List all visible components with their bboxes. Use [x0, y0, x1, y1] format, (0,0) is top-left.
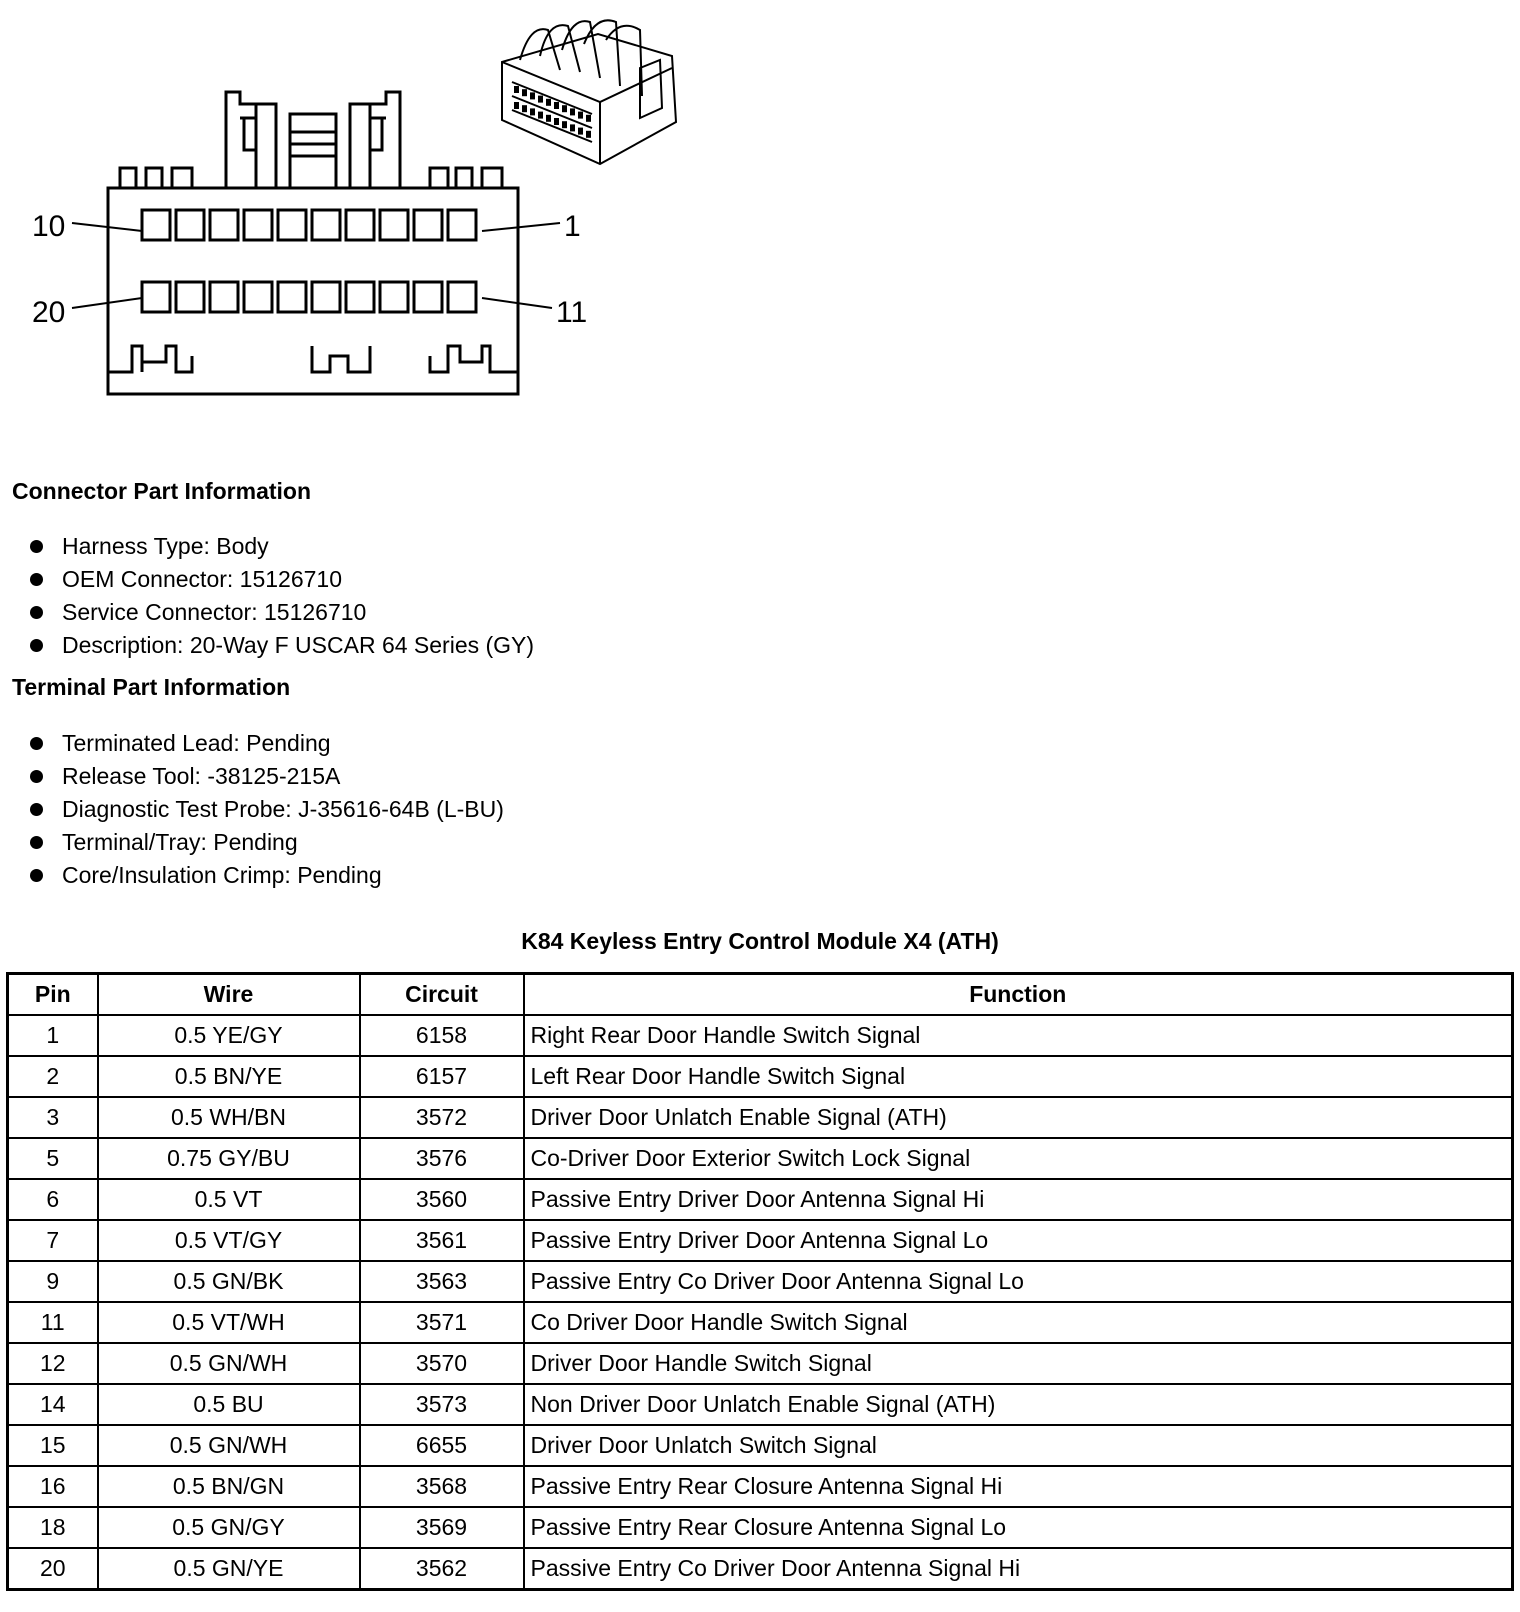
cell-wire: 0.5 VT/GY	[98, 1220, 360, 1261]
connector-3d-cavity	[522, 89, 527, 96]
bullet-icon	[30, 573, 43, 586]
cell-circuit: 3562	[360, 1548, 524, 1590]
table-row	[8, 1466, 1513, 1507]
table-body	[8, 1015, 1513, 1590]
cell-circuit: 3573	[360, 1384, 524, 1425]
pin-cavity	[176, 282, 204, 312]
pin-label-20: 20	[32, 296, 66, 329]
cell-pin: 6	[8, 1179, 98, 1220]
cell-function: Driver Door Unlatch Switch Signal	[524, 1425, 1513, 1466]
connector-info-text: Description: 20-Way F USCAR 64 Series (GY)	[62, 632, 535, 658]
pin-cavity	[142, 210, 170, 240]
cell-wire: 0.5 VT/WH	[98, 1302, 360, 1343]
cell-wire: 0.5 BN/GN	[98, 1466, 360, 1507]
bullet-icon	[30, 639, 43, 652]
cell-function: Passive Entry Driver Door Antenna Signal Hi	[524, 1179, 1513, 1220]
table-row	[8, 1097, 1513, 1138]
pin-cavity	[210, 282, 238, 312]
table-row	[8, 1220, 1513, 1261]
header-wire: Wire	[98, 974, 360, 1016]
cell-function: Non Driver Door Unlatch Enable Signal (ATH)	[524, 1384, 1513, 1425]
cell-function: Passive Entry Co Driver Door Antenna Signal Hi	[524, 1548, 1513, 1590]
bullet-icon	[30, 737, 43, 750]
connector-3d-cavity	[538, 96, 543, 103]
pinout-table	[6, 972, 1514, 1591]
pin-cavity	[312, 282, 340, 312]
connector-3d-cavity	[546, 115, 551, 122]
connector-3d-cavity	[514, 86, 519, 93]
table-header-row	[8, 974, 1513, 1016]
table-caption: K84 Keyless Entry Control Module X4 (ATH)	[521, 928, 999, 954]
terminal-info-text: Terminal/Tray: Pending	[62, 829, 298, 855]
cell-function: Passive Entry Co Driver Door Antenna Signal Lo	[524, 1261, 1513, 1302]
bullet-icon	[30, 540, 43, 553]
connector-info-text: Service Connector: 15126710	[62, 599, 367, 625]
bullet-icon	[30, 803, 43, 816]
terminal-info-title: Terminal Part Information	[12, 674, 291, 700]
connector-info-item	[0, 530, 534, 563]
table-row	[8, 1261, 1513, 1302]
cell-circuit: 6157	[360, 1056, 524, 1097]
header-function: Function	[524, 974, 1513, 1016]
terminal-info-text: Terminated Lead: Pending	[62, 730, 331, 756]
cell-circuit: 3570	[360, 1343, 524, 1384]
cell-circuit: 6158	[360, 1015, 524, 1056]
pin-cavity	[210, 210, 238, 240]
pin-cavity	[346, 210, 374, 240]
pin-cavity	[346, 282, 374, 312]
cell-function: Passive Entry Rear Closure Antenna Signal Hi	[524, 1466, 1513, 1507]
pin-label-10: 10	[32, 210, 66, 243]
cell-wire: 0.5 BU	[98, 1384, 360, 1425]
connector-3d-cavity	[586, 131, 591, 138]
cell-circuit: 6655	[360, 1425, 524, 1466]
cell-function: Passive Entry Driver Door Antenna Signal Lo	[524, 1220, 1513, 1261]
cell-wire: 0.5 WH/BN	[98, 1097, 360, 1138]
connector-3d-cavity	[570, 108, 575, 115]
pin-cavity	[414, 282, 442, 312]
connector-3d-cavity	[578, 128, 583, 135]
pin-cavity	[414, 210, 442, 240]
cell-function: Co-Driver Door Exterior Switch Lock Signal	[524, 1138, 1513, 1179]
cell-pin: 7	[8, 1220, 98, 1261]
connector-body-outline	[108, 92, 518, 394]
connector-3d-cavity	[578, 112, 583, 119]
pin-cavity	[448, 282, 476, 312]
connector-3d-cavity	[514, 102, 519, 109]
cell-pin: 20	[8, 1548, 98, 1590]
cell-pin: 14	[8, 1384, 98, 1425]
pin-cavities-top-row	[142, 210, 476, 240]
connector-3d-cavity	[530, 92, 535, 99]
cell-circuit: 3561	[360, 1220, 524, 1261]
pin-cavity	[244, 282, 272, 312]
terminal-info-item	[0, 793, 504, 826]
cell-wire: 0.5 GN/WH	[98, 1343, 360, 1384]
bullet-icon	[30, 606, 43, 619]
connector-info-title: Connector Part Information	[12, 478, 312, 504]
cell-wire: 0.5 BN/YE	[98, 1056, 360, 1097]
cell-pin: 3	[8, 1097, 98, 1138]
connector-3d-cavity	[570, 124, 575, 131]
cell-wire: 0.5 GN/YE	[98, 1548, 360, 1590]
terminal-info-item	[0, 859, 504, 892]
table-row	[8, 1548, 1513, 1590]
cell-circuit: 3571	[360, 1302, 524, 1343]
terminal-info-text: Core/Insulation Crimp: Pending	[62, 862, 382, 888]
table-row	[8, 1179, 1513, 1220]
bullet-icon	[30, 869, 43, 882]
table-row	[8, 1343, 1513, 1384]
cell-circuit: 3568	[360, 1466, 524, 1507]
pin-cavity	[380, 210, 408, 240]
connector-3d-cavity	[586, 115, 591, 122]
terminal-info-item	[0, 826, 504, 859]
table-row	[8, 1138, 1513, 1179]
connector-3d-cavity	[554, 118, 559, 125]
connector-info-item	[0, 596, 534, 629]
cell-function: Driver Door Unlatch Enable Signal (ATH)	[524, 1097, 1513, 1138]
terminal-info-item	[0, 760, 504, 793]
connector-info-text: OEM Connector: 15126710	[62, 566, 343, 592]
cell-wire: 0.5 GN/WH	[98, 1425, 360, 1466]
cell-circuit: 3563	[360, 1261, 524, 1302]
cell-circuit: 3560	[360, 1179, 524, 1220]
cell-function: Co Driver Door Handle Switch Signal	[524, 1302, 1513, 1343]
cell-pin: 1	[8, 1015, 98, 1056]
table-row	[8, 1507, 1513, 1548]
pin-cavities-bottom-row	[142, 282, 476, 312]
cell-wire: 0.5 GN/GY	[98, 1507, 360, 1548]
table-row	[8, 1384, 1513, 1425]
table-row	[8, 1056, 1513, 1097]
pin-cavity	[142, 282, 170, 312]
cell-wire: 0.75 GY/BU	[98, 1138, 360, 1179]
table-row	[8, 1425, 1513, 1466]
cell-circuit: 3572	[360, 1097, 524, 1138]
table-row	[8, 1015, 1513, 1056]
cell-pin: 12	[8, 1343, 98, 1384]
pin-cavity	[244, 210, 272, 240]
cell-pin: 18	[8, 1507, 98, 1548]
cell-pin: 5	[8, 1138, 98, 1179]
connector-3d-cavity	[546, 99, 551, 106]
bullet-icon	[30, 770, 43, 783]
cell-pin: 16	[8, 1466, 98, 1507]
cell-wire: 0.5 GN/BK	[98, 1261, 360, 1302]
pin-cavity	[176, 210, 204, 240]
connector-info-text: Harness Type: Body	[62, 533, 269, 559]
cell-wire: 0.5 VT	[98, 1179, 360, 1220]
pin-label-1: 1	[564, 210, 581, 243]
terminal-info-list	[0, 727, 504, 892]
connector-3d-cavity	[554, 102, 559, 109]
connector-3d-illustration	[502, 20, 676, 164]
cell-pin: 2	[8, 1056, 98, 1097]
connector-info-item	[0, 563, 534, 596]
pin-cavity	[278, 282, 306, 312]
header-circuit: Circuit	[360, 974, 524, 1016]
pin-label-11: 11	[556, 296, 588, 329]
header-pin: Pin	[8, 974, 98, 1016]
pin-cavity	[448, 210, 476, 240]
cell-function: Passive Entry Rear Closure Antenna Signal Lo	[524, 1507, 1513, 1548]
connector-3d-cavity	[562, 105, 567, 112]
connector-face-diagram	[0, 0, 720, 420]
bullet-icon	[30, 836, 43, 849]
connector-3d-cavity	[538, 112, 543, 119]
cell-circuit: 3569	[360, 1507, 524, 1548]
terminal-info-text: Diagnostic Test Probe: J-35616-64B (L-BU)	[62, 796, 504, 822]
cell-circuit: 3576	[360, 1138, 524, 1179]
connector-3d-cavity	[522, 105, 527, 112]
pin-cavity	[380, 282, 408, 312]
cell-pin: 11	[8, 1302, 98, 1343]
connector-info-item	[0, 629, 534, 662]
connector-3d-cavity	[562, 121, 567, 128]
pin-cavity	[312, 210, 340, 240]
terminal-info-item	[0, 727, 504, 760]
pin-cavity	[278, 210, 306, 240]
table-row	[8, 1302, 1513, 1343]
cell-pin: 15	[8, 1425, 98, 1466]
terminal-info-text: Release Tool: -38125-215A	[62, 763, 341, 789]
cell-pin: 9	[8, 1261, 98, 1302]
cell-function: Right Rear Door Handle Switch Signal	[524, 1015, 1513, 1056]
cell-function: Driver Door Handle Switch Signal	[524, 1343, 1513, 1384]
cell-wire: 0.5 YE/GY	[98, 1015, 360, 1056]
connector-3d-cavity	[530, 108, 535, 115]
cell-function: Left Rear Door Handle Switch Signal	[524, 1056, 1513, 1097]
connector-info-list	[0, 530, 534, 662]
